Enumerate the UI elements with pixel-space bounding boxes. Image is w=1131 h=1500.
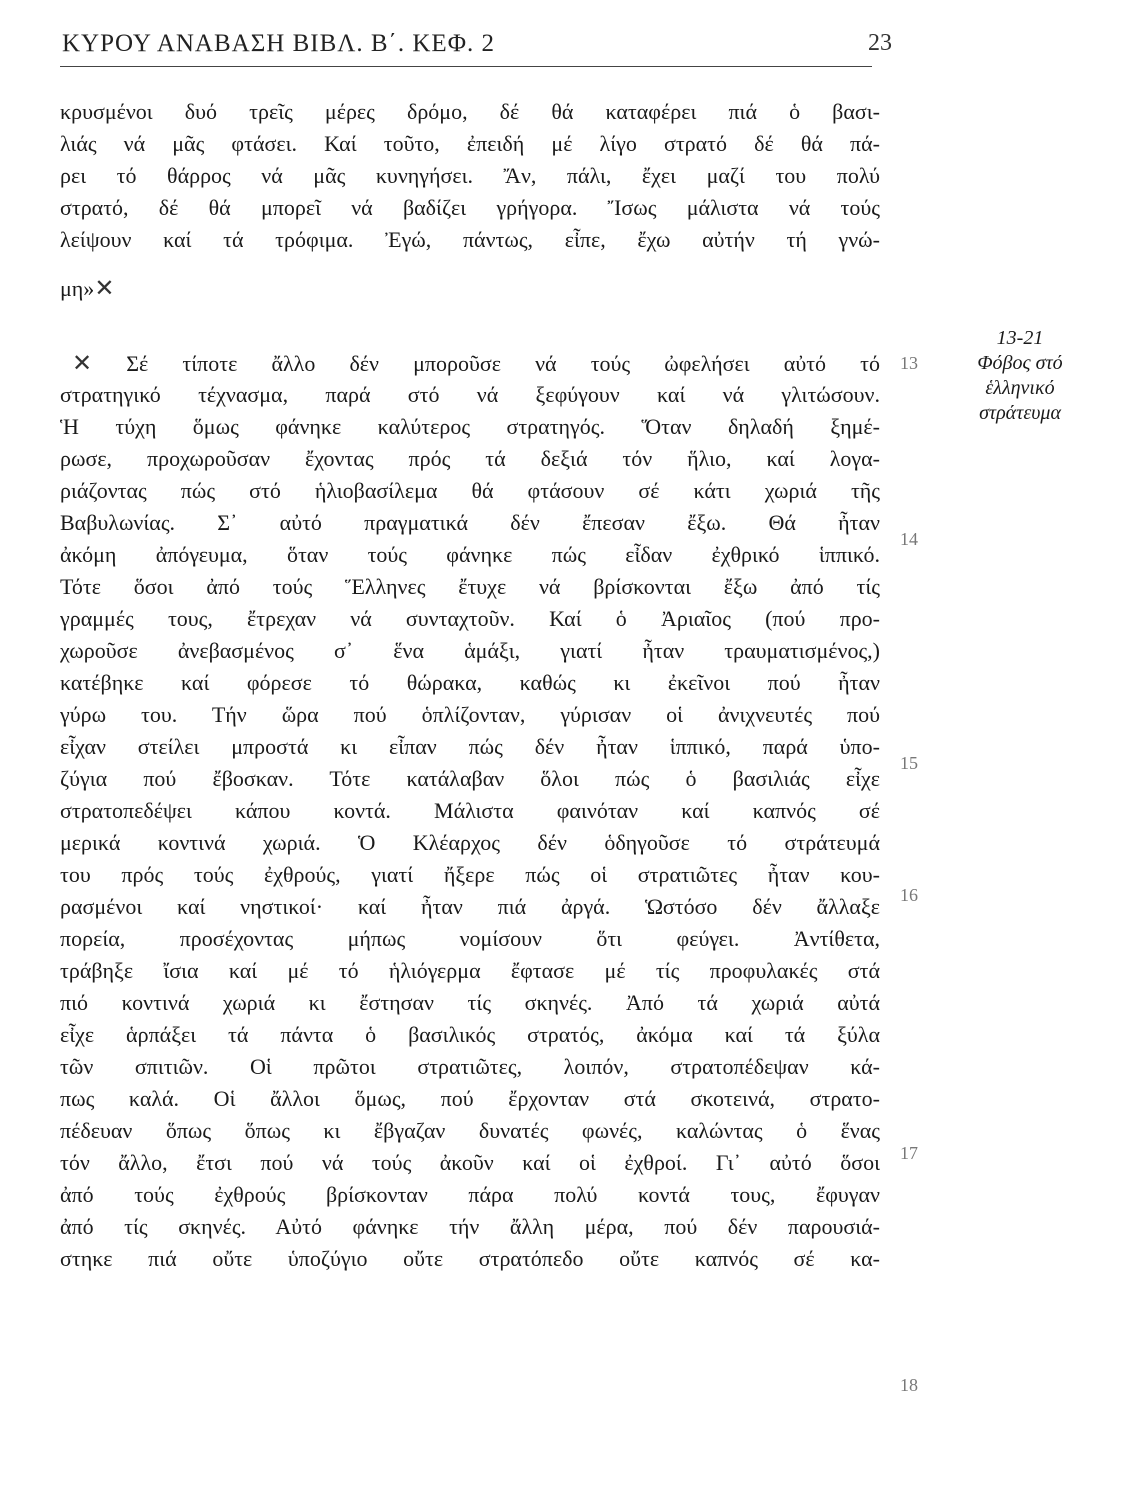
section-number: 13 — [900, 353, 918, 373]
text-line: τράβηξε ἴσια καί μέ τό ἡλιόγερμα ἔφτασε μέ τίς προφυλακές στά — [60, 958, 880, 983]
text-line: τόν ἄλλο, ἔτσι πού νά τούς ἀκοῦν καί οἱ ἐχθροί. Γι᾽ αὐτό ὅσοι — [60, 1150, 880, 1175]
text-line: πέδευαν ὅπως ὅπως κι ἔβγαζαν δυνατές φωνές, καλώντας ὁ ἕνας — [60, 1118, 880, 1143]
text-line: ζύγια πού ἔβοσκαν. Τότε κατάλαβαν ὅλοι πώς ὁ βασιλιάς εἶχε — [60, 766, 880, 791]
section-number: 17 — [900, 1143, 918, 1163]
text-line: Βαβυλωνίας. Σ᾽ αὐτό πραγματικά δέν ἔπεσαν ἔξω. Θά ἦταν — [60, 510, 880, 535]
text-line: εἶχαν στείλει μπροστά κι εἶπαν πώς δέν ἦταν ἱππικό, παρά ὑπο- — [60, 734, 880, 759]
text-line-last — [60, 273, 114, 304]
text-line: κατέβηκε καί φόρεσε τό θώρακα, καθώς κι ἐκεῖνοι πού ἦταν — [60, 670, 880, 695]
text-line: στρατοπεδέψει κάπου κοντά. Μάλιστα φαινόταν καί καπνός σέ — [60, 798, 880, 823]
text-line: κρυσμένοι δυό τρεῖς μέρες δρόμο, δέ θά καταφέρει πιά ὁ βασι- — [60, 99, 880, 124]
text-line-first — [72, 348, 880, 379]
text-line: χωροῦσε ἀνεβασμένος σ᾽ ἕνα ἁμάξι, γιατί ἦταν τραυματισμένος,) — [60, 638, 880, 663]
text-line: εἶχε ἁρπάξει τά πάντα ὁ βασιλικός στρατός, ἀκόμα καί τά ξύλα — [60, 1022, 880, 1047]
cross-mark-icon: ✕ — [94, 274, 115, 302]
header-rule — [60, 66, 872, 67]
section-number: 18 — [900, 1375, 918, 1395]
text-line: ρωσε, προχωροῦσαν ἔχοντας πρός τά δεξιά τόν ἥλιο, καί λογα- — [60, 446, 880, 471]
text-line: γραμμές τους, ἔτρεχαν νά συνταχτοῦν. Καί ὁ Ἀριαῖος (πού προ- — [60, 606, 880, 631]
text-line: στρατηγικό τέχνασμα, παρά στό νά ξεφύγουν καί νά γλιτώσουν. — [60, 382, 880, 407]
text-line: ἀκόμη ἀπόγευμα, ὅταν τούς φάνηκε πώς εἶδαν ἐχθρικό ἱππικό. — [60, 542, 880, 567]
text-line: λιάς νά μᾶς φτάσει. Καί τοῦτο, ἐπειδή μέ λίγο στρατό δέ θά πά- — [60, 131, 880, 156]
cross-mark-icon: ✕ — [72, 349, 93, 377]
text-line: πως καλά. Οἱ ἄλλοι ὅμως, πού ἔρχονταν στά σκοτεινά, στρατο- — [60, 1086, 880, 1111]
margin-note-line: Φόβος στό — [977, 352, 1063, 374]
text-line: στρατό, δέ θά μπορεῖ νά βαδίζει γρήγορα. Ἴσως μάλιστα νά τούς — [60, 195, 880, 220]
text-line-content: Σέ τίποτε ἄλλο δέν μποροῦσε νά τούς ὠφελήσει αὐτό τό — [126, 351, 880, 376]
text-line: ἀπό τίς σκηνές. Αὐτό φάνηκε τήν ἄλλη μέρα, πού δέν παρουσιά- — [60, 1214, 880, 1239]
text-line: ἀπό τούς ἐχθρούς βρίσκονταν πάρα πολύ κοντά τους, ἔφυγαν — [60, 1182, 880, 1207]
section-number: 15 — [900, 753, 918, 773]
text-line: ρει τό θάρρος νά μᾶς κυνηγήσει. Ἄν, πάλι, ἔχει μαζί του πολύ — [60, 163, 880, 188]
margin-note-line: ἑλληνικό — [985, 377, 1055, 399]
text-line: πιό κοντινά χωριά κι ἔστησαν τίς σκηνές. Ἀπό τά χωριά αὐτά — [60, 990, 880, 1015]
margin-note-range: 13-21 — [996, 327, 1044, 349]
text-line: ρασμένοι καί νηστικοί· καί ἦταν πιά ἀργά. Ὡστόσο δέν ἄλλαξε — [60, 894, 880, 919]
text-line: λείψουν καί τά τρόφιμα. Ἐγώ, πάντως, εἶπε, ἔχω αὐτήν τή γνώ- — [60, 227, 880, 252]
margin-note — [950, 326, 1090, 426]
text-line: στηκε πιά οὔτε ὑποζύγιο οὔτε στρατόπεδο οὔτε καπνός σέ κα- — [60, 1246, 880, 1271]
page-number: 23 — [868, 30, 892, 56]
running-header-title: ΚΥΡΟΥ ΑΝΑΒΑΣΗ ΒΙΒΛ. Β΄. ΚΕΦ. 2 — [62, 30, 495, 57]
text-line: μερικά κοντινά χωριά. Ὁ Κλέαρχος δέν ὁδηγοῦσε τό στράτευμά — [60, 830, 880, 855]
margin-note-line: στράτευμα — [979, 402, 1061, 424]
text-line: τῶν σπιτιῶν. Οἱ πρῶτοι στρατιῶτες, λοιπόν, στρατοπέδεψαν κά- — [60, 1054, 880, 1079]
text-line: πορεία, προσέχοντας μήπως νομίσουν ὅτι φεύγει. Ἀντίθετα, — [60, 926, 880, 951]
text-line: Τότε ὅσοι ἀπό τούς Ἕλληνες ἔτυχε νά βρίσκονται ἔξω ἀπό τίς — [60, 574, 880, 599]
text-line-content: μη» — [60, 276, 95, 301]
section-number: 16 — [900, 885, 918, 905]
text-line: γύρω του. Τήν ὥρα πού ὁπλίζονταν, γύρισαν οἱ ἀνιχνευτές πού — [60, 702, 880, 727]
section-number: 14 — [900, 529, 918, 549]
text-line: ριάζοντας πώς στό ἡλιοβασίλεμα θά φτάσουν σέ κάτι χωριά τῆς — [60, 478, 880, 503]
text-line: Ἡ τύχη ὅμως φάνηκε καλύτερος στρατηγός. Ὅταν δηλαδή ξημέ- — [60, 414, 880, 439]
text-line: του πρός τούς ἐχθρούς, γιατί ἤξερε πώς οἱ στρατιῶτες ἦταν κου- — [60, 862, 880, 887]
